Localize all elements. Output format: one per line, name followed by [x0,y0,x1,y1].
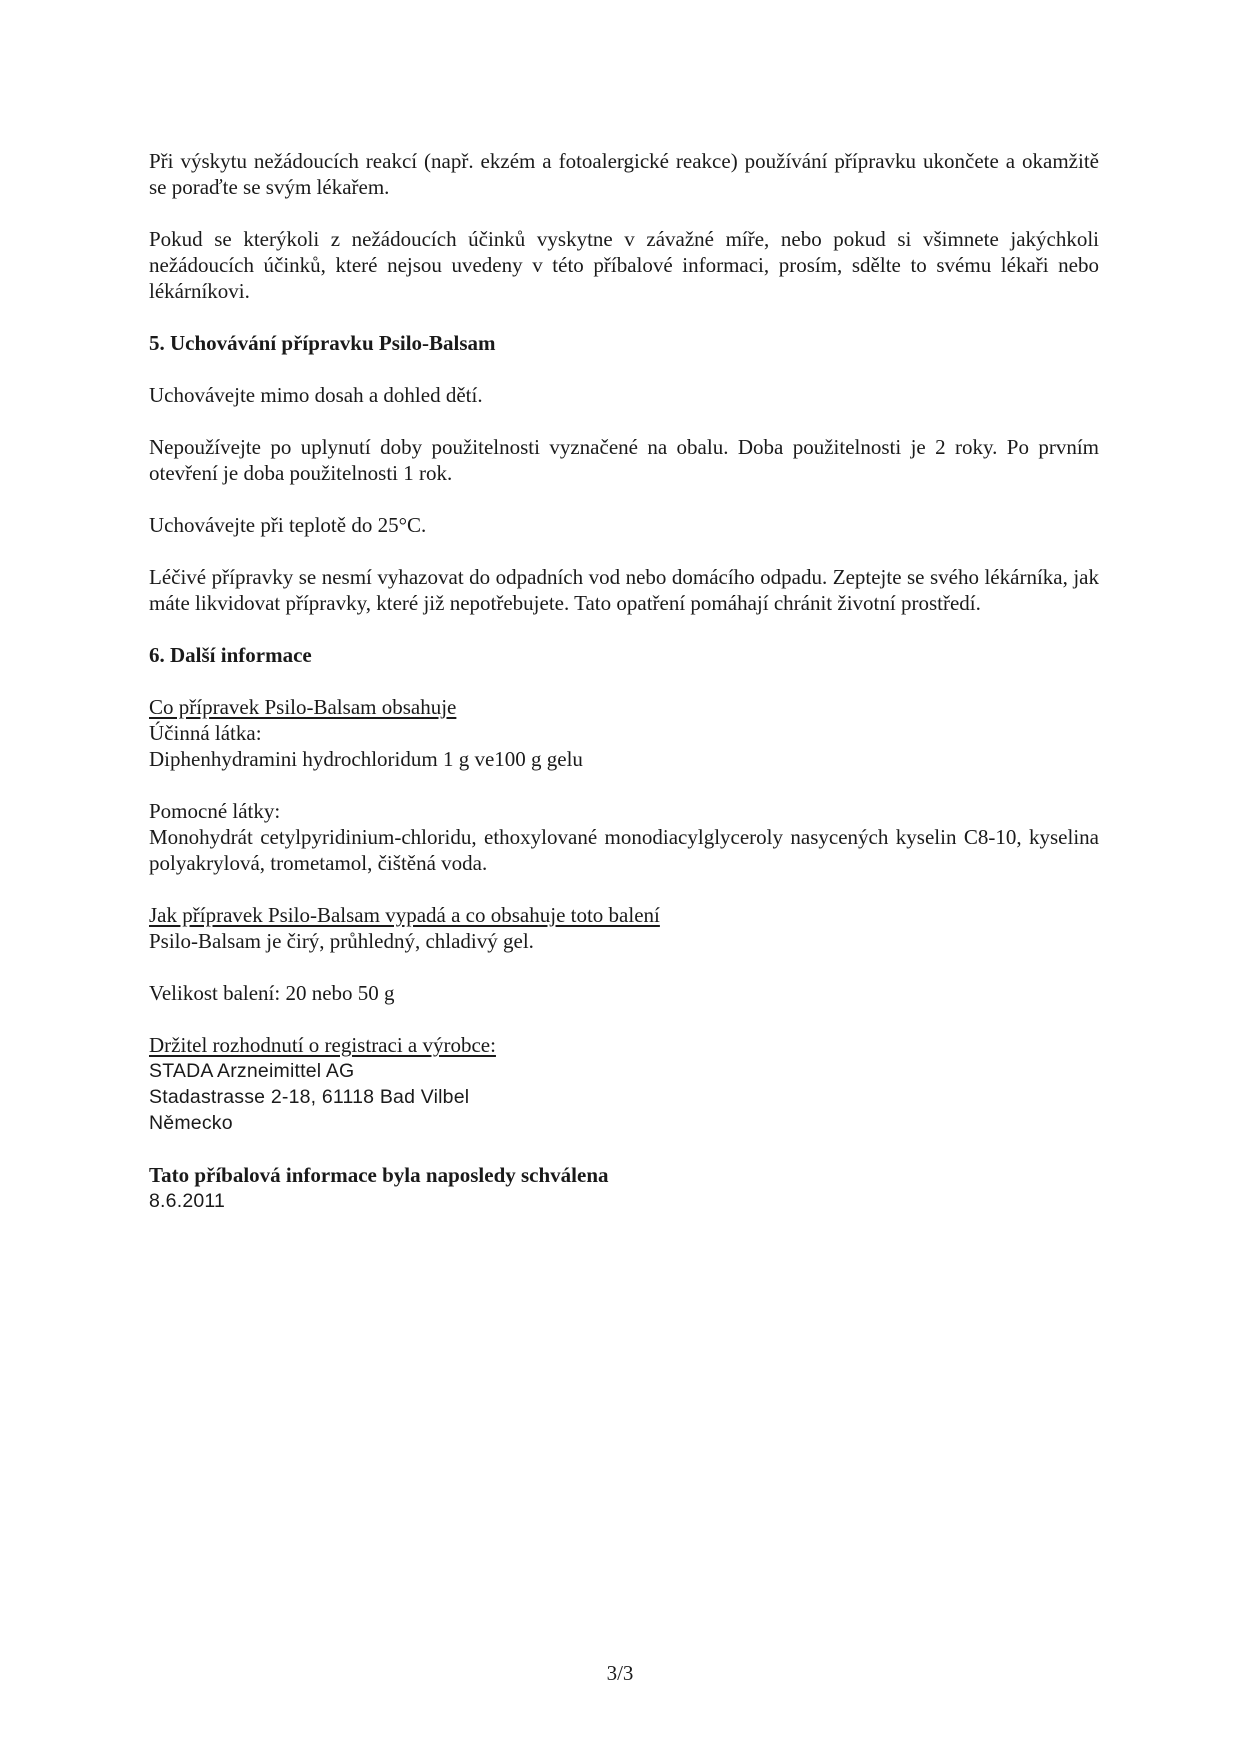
holder-title: Držitel rozhodnutí o registraci a výrobce: [149,1033,496,1057]
expiry-paragraph: Nepoužívejte po uplynutí doby použitelnosti vyznačené na obalu. Doba použitelnosti je 2 roky. Po prvním otevření je doba použitelnosti 1 rok. [149,435,1099,485]
holder-name: STADA Arzneimittel AG [149,1060,355,1082]
section-5-heading: 5. Uchovávání přípravku Psilo-Balsam [149,331,496,355]
report-side-effects-paragraph: Pokud se kterýkoli z nežádoucích účinků vyskytne v závažné míře, nebo pokud si všimnete jakýchkoli nežádoucích účinků, které nejsou uvedeny v této příbalové informaci, prosím, sdělte to svému lékaři nebo lékárníkovi. [149,227,1099,303]
appearance-title: Jak přípravek Psilo-Balsam vypadá a co obsahuje toto balení [149,903,660,927]
holder-address: Stadastrasse 2-18, 61118 Bad Vilbel [149,1086,470,1108]
appearance-block [149,902,1099,954]
disposal-paragraph: Léčivé přípravky se nesmí vyhazovat do odpadních vod nebo domácího odpadu. Zeptejte se svého lékárníka, jak máte likvidovat přípravky, které již nepotřebujete. Tato opatření pomáhají chránit životní prostředí. [149,565,1099,615]
temperature-paragraph: Uchovávejte při teplotě do 25°C. [149,513,427,537]
active-substance-label: Účinná látka: [149,721,262,745]
holder-block [149,1032,1099,1136]
adverse-reactions-paragraph: Při výskytu nežádoucích reakcí (např. ekzém a fotoalergické reakce) používání přípravku ukončete a okamžitě se poraďte se svým lékařem. [149,149,1099,199]
pack-size: Velikost balení: 20 nebo 50 g [149,981,395,1005]
excipients-label: Pomocné látky: [149,799,281,823]
composition-block [149,694,1099,772]
approval-block [149,1162,1099,1214]
excipients-value: Monohydrát cetylpyridinium-chloridu, ethoxylované monodiacylglyceroly nasycených kyselin C8-10, kyselina polyakrylová, trometamol, čištěná voda. [149,825,1099,875]
excipients-block [149,798,1099,876]
appearance-text: Psilo-Balsam je čirý, průhledný, chladivý gel. [149,929,534,953]
document-page [149,148,1099,1240]
active-substance-value: Diphenhydramini hydrochloridum 1 g ve100 g gelu [149,747,583,771]
approval-label: Tato příbalová informace byla naposledy schválena [149,1163,609,1187]
section-6-heading: 6. Další informace [149,643,312,667]
holder-country: Německo [149,1112,233,1134]
page-number: 3/3 [606,1661,634,1685]
approval-date: 8.6.2011 [149,1190,226,1212]
storage-children-paragraph: Uchovávejte mimo dosah a dohled dětí. [149,383,483,407]
composition-title: Co přípravek Psilo-Balsam obsahuje [149,695,457,719]
